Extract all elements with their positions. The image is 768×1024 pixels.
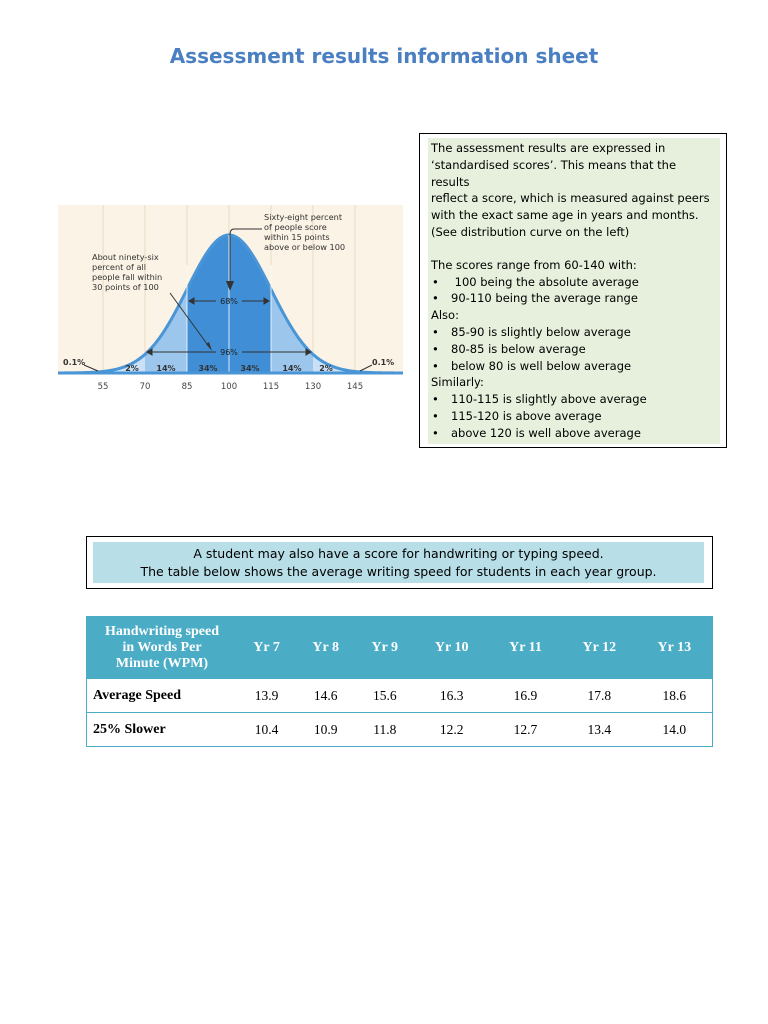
axis-tick-label: 55 [97, 382, 109, 392]
axis-tick-label: 85 [181, 382, 193, 392]
band-percent: 34% [198, 364, 218, 373]
row-label: 25% Slower [87, 713, 238, 747]
table-row [87, 679, 713, 713]
axis-tick-label: 130 [304, 382, 322, 392]
bullet-icon [431, 408, 451, 425]
bullet-item: • 110-115 is slightly above average [431, 391, 717, 408]
callout-68-line: of people score [264, 222, 327, 232]
callout-68-line: above or below 100 [264, 242, 346, 252]
column-header: Yr 10 [414, 617, 489, 680]
tail-right-label: 0.1% [372, 358, 395, 367]
bullet-icon [431, 290, 451, 307]
axis-tick-label: 100 [220, 382, 238, 392]
callout-96-line: About ninety-six [92, 252, 159, 262]
callout-96-line: people fall within [92, 272, 163, 282]
speed-note-line: A student may also have a score for handwriting or typing speed. [193, 546, 604, 561]
bullet-icon [431, 274, 451, 291]
speed-note-line: The table below shows the average writing speed for students in each year group. [140, 564, 657, 579]
axis-tick-label: 145 [346, 382, 364, 392]
table-header-row [87, 617, 713, 680]
table-cell: 10.9 [296, 713, 355, 747]
table-cell: 13.4 [562, 713, 637, 747]
page-title: Assessment results information sheet [169, 44, 599, 68]
column-header: Yr 12 [562, 617, 637, 680]
column-header: Yr 8 [296, 617, 355, 680]
span-96-label: 96% [220, 348, 238, 357]
bullet-item: • below 80 is well below average [431, 358, 717, 375]
band-percent: 14% [156, 364, 176, 373]
column-header: Yr 7 [237, 617, 296, 680]
intro-line: (See distribution curve on the left) [431, 224, 630, 239]
bullet-icon [431, 324, 451, 341]
table-cell: 14.6 [296, 679, 355, 713]
callout-96-line: percent of all [92, 262, 147, 272]
also-label: Also: [431, 308, 459, 323]
table-cell: 15.6 [355, 679, 414, 713]
table-row [87, 713, 713, 747]
row-label: Average Speed [87, 679, 238, 713]
speed-note-panel [93, 542, 704, 583]
distribution-curve-figure [58, 205, 403, 393]
similarly-label: Similarly: [431, 375, 484, 390]
table-cell: 18.6 [637, 679, 713, 713]
table-corner-header: Handwriting speed in Words Per Minute (WPM) [87, 617, 238, 680]
table-cell: 13.9 [237, 679, 296, 713]
callout-68-line: within 15 points [264, 232, 330, 242]
info-panel [428, 138, 720, 444]
table-cell: 14.0 [637, 713, 713, 747]
band-percent: 14% [282, 364, 302, 373]
column-header: Yr 11 [489, 617, 562, 680]
band-percent: 2% [319, 364, 333, 373]
axis-tick-label: 70 [139, 382, 151, 392]
table-cell: 16.9 [489, 679, 562, 713]
bullet-item: • 80-85 is below average [431, 341, 717, 358]
table-cell: 10.4 [237, 713, 296, 747]
table-cell: 11.8 [355, 713, 414, 747]
bullet-item: • 90-110 being the average range [431, 290, 717, 307]
writing-speed-table [86, 616, 713, 747]
table-cell: 17.8 [562, 679, 637, 713]
column-header: Yr 9 [355, 617, 414, 680]
callout-68-line: Sixty-eight percent [264, 212, 343, 222]
span-68-label: 68% [220, 297, 238, 306]
table-cell: 16.3 [414, 679, 489, 713]
bullet-icon [431, 358, 451, 375]
intro-line: reflect a score, which is measured against peers [431, 191, 710, 206]
tail-left-label: 0.1% [63, 358, 86, 367]
bullet-icon [431, 341, 451, 358]
band-percent: 2% [125, 364, 139, 373]
axis-tick-label: 115 [262, 382, 280, 392]
speed-note-box [86, 536, 713, 589]
column-header: Yr 13 [637, 617, 713, 680]
info-box [419, 133, 727, 448]
bullet-item: • 85-90 is slightly below average [431, 324, 717, 341]
callout-96-line: 30 points of 100 [92, 282, 159, 292]
bullet-item: • 115-120 is above average [431, 408, 717, 425]
bullet-icon [431, 391, 451, 408]
table-cell: 12.2 [414, 713, 489, 747]
bullet-item: • 100 being the absolute average [431, 274, 717, 291]
intro-line: ‘standardised scores’. This means that the results [431, 157, 677, 189]
bullet-icon [431, 425, 451, 442]
intro-line: The assessment results are expressed in [431, 141, 666, 155]
bullet-item: • above 120 is well above average [431, 425, 717, 442]
range-heading: The scores range from 60-140 with: [431, 257, 637, 272]
intro-line: with the exact same age in years and months. [431, 208, 699, 223]
table-cell: 12.7 [489, 713, 562, 747]
band-percent: 34% [240, 364, 260, 373]
